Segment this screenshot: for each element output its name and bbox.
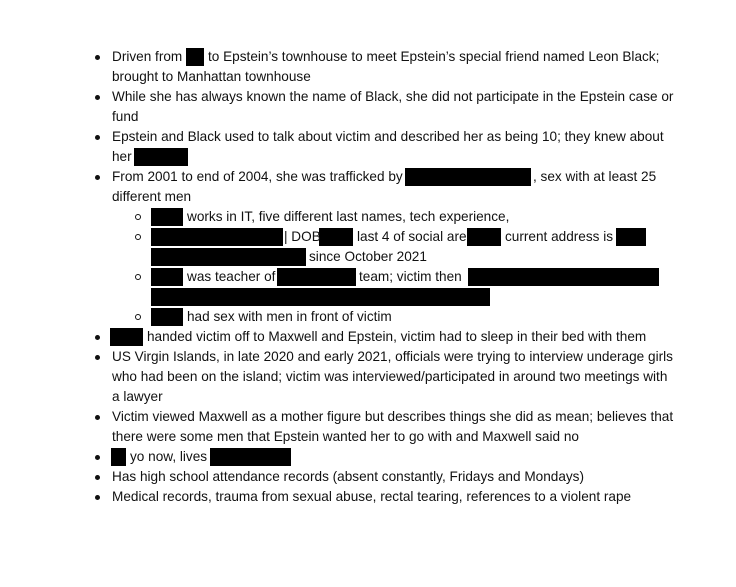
redaction-box	[319, 228, 353, 246]
redaction-box	[110, 328, 143, 346]
line-text: Epstein and Black used to talk about victim and described her as being 10; they knew about	[112, 129, 664, 144]
text-line	[0, 487, 736, 507]
bullet-disc-icon	[95, 55, 100, 60]
text-line	[0, 267, 736, 287]
line-text: had sex with men in front of victim	[187, 309, 392, 324]
redaction-box	[405, 168, 531, 186]
text-line	[0, 407, 736, 427]
line-text: Victim viewed Maxwell as a mother figure but describes things she did as mean; believes that	[112, 409, 674, 424]
redaction-box	[210, 448, 291, 466]
text-line	[0, 307, 736, 327]
line-text: was teacher of	[187, 269, 276, 284]
line-text: team; victim then	[359, 269, 462, 284]
line-text: brought to Manhattan townhouse	[112, 69, 311, 84]
bullet-disc-icon	[95, 415, 100, 420]
text-line	[0, 127, 736, 147]
line-text: , sex with at least 25	[533, 169, 657, 184]
redaction-box	[111, 448, 126, 466]
bullet-circle-icon	[135, 214, 141, 220]
bullet-disc-icon	[95, 95, 100, 100]
text-line	[0, 227, 736, 247]
line-text: works in IT, five different last names, tech experience,	[187, 209, 510, 224]
text-line	[0, 147, 736, 167]
line-text: to Epstein’s townhouse to meet Epstein’s special friend named Leon Black;	[208, 49, 660, 64]
line-text: handed victim off to Maxwell and Epstein, victim had to sleep in their bed with them	[147, 329, 647, 344]
line-text: US Virgin Islands, in late 2020 and early 2021, officials were trying to interview underage girls	[112, 349, 673, 364]
line-text: Has high school attendance records (absent constantly, Fridays and Mondays)	[112, 469, 585, 484]
redaction-box	[151, 248, 306, 266]
text-line	[0, 287, 736, 307]
redaction-box	[468, 268, 659, 286]
line-text: a lawyer	[112, 389, 163, 404]
bullet-disc-icon	[95, 335, 100, 340]
line-text: since October 2021	[309, 249, 427, 264]
bullet-circle-icon	[135, 314, 141, 320]
text-line	[0, 427, 736, 447]
line-text: Medical records, trauma from sexual abuse, rectal tearing, references to a violent rape	[112, 489, 632, 504]
bullet-disc-icon	[95, 475, 100, 480]
bullet-disc-icon	[95, 355, 100, 360]
line-text: fund	[112, 109, 139, 124]
redaction-box	[151, 208, 183, 226]
line-text: yo now, lives	[130, 449, 208, 464]
line-text: there were some men that Epstein wanted her to go with and Maxwell said no	[112, 429, 579, 444]
text-line	[0, 367, 736, 387]
line-text: her	[112, 149, 132, 164]
bullet-disc-icon	[95, 175, 100, 180]
redaction-box	[616, 228, 646, 246]
text-line	[0, 107, 736, 127]
redaction-box	[151, 228, 283, 246]
redaction-box	[277, 268, 356, 286]
line-text: Driven from	[112, 49, 183, 64]
line-text: From 2001 to end of 2004, she was trafficked by	[112, 169, 403, 184]
line-text: current address is	[505, 229, 614, 244]
redaction-box	[134, 148, 188, 166]
text-line	[0, 47, 736, 67]
bullet-circle-icon	[135, 234, 141, 240]
line-text: who had been on the island; victim was interviewed/participated in around two meetings with	[112, 369, 668, 384]
text-line	[0, 387, 736, 407]
bullet-disc-icon	[95, 135, 100, 140]
text-line	[0, 327, 736, 347]
text-line	[0, 447, 736, 467]
line-text: While she has always known the name of Black, she did not participate in the Epstein case or	[112, 89, 674, 104]
text-line	[0, 87, 736, 107]
line-text: different men	[112, 189, 192, 204]
bullet-circle-icon	[135, 274, 141, 280]
text-line	[0, 167, 736, 187]
line-text: last 4 of social are	[357, 229, 467, 244]
redaction-box	[151, 288, 490, 306]
text-line	[0, 67, 736, 87]
redaction-box	[186, 48, 204, 66]
redaction-box	[151, 308, 183, 326]
bullet-disc-icon	[95, 455, 100, 460]
text-line	[0, 207, 736, 227]
line-text: | DOB	[284, 229, 321, 244]
text-line	[0, 347, 736, 367]
text-line	[0, 467, 736, 487]
bullet-disc-icon	[95, 495, 100, 500]
text-line	[0, 187, 736, 207]
redaction-box	[151, 268, 183, 286]
text-line	[0, 247, 736, 267]
redaction-box	[467, 228, 501, 246]
